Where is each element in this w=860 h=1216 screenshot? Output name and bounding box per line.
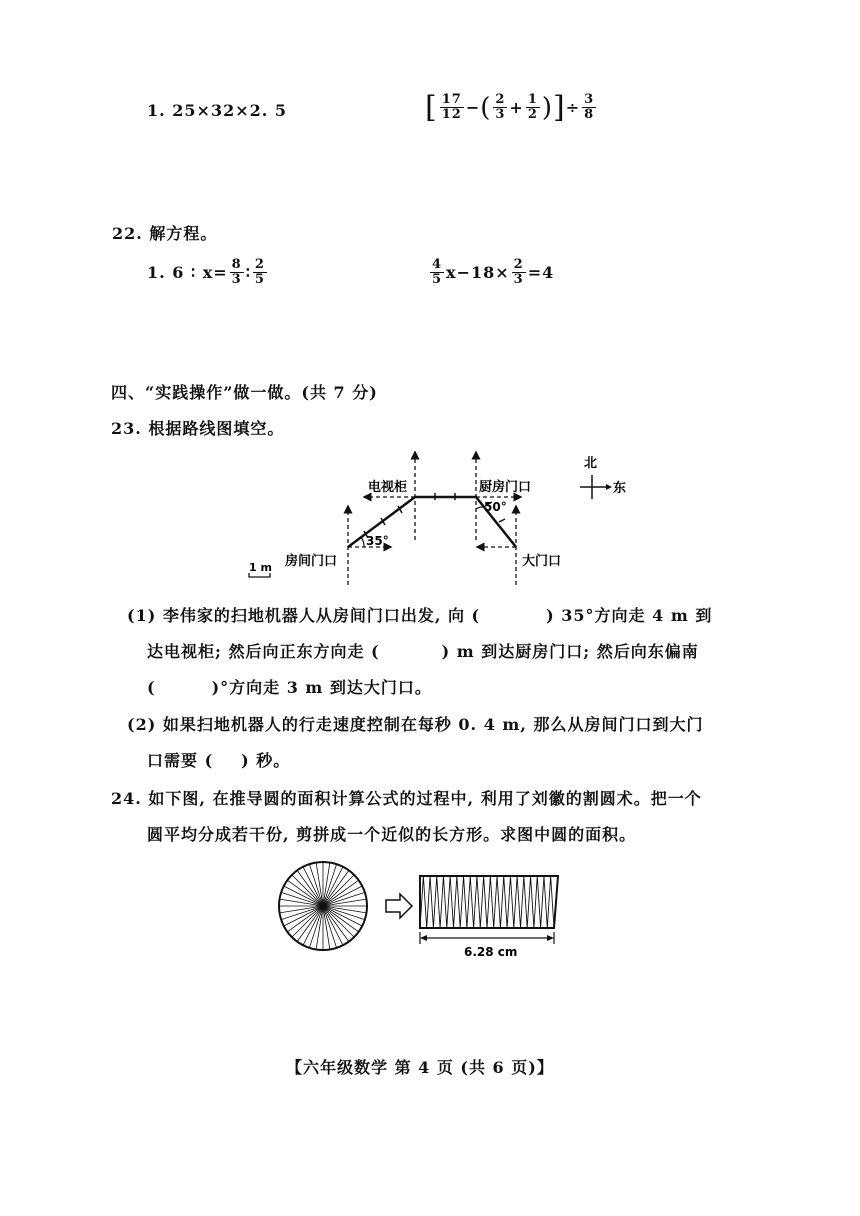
equation-2-middle: x−18× — [446, 263, 510, 282]
length-dimension — [420, 932, 554, 944]
fraction-8-3: $\frac{8}{3}$ — [231, 257, 242, 287]
circle-sector-line — [297, 870, 323, 906]
question-23-title: 23. 根据路线图填空。 — [111, 419, 285, 438]
route-map-diagram — [240, 445, 640, 590]
circle-sector-line — [323, 880, 359, 906]
label-kitchen-door: 厨房门口 — [479, 480, 532, 495]
equation-1-lead: 1. 6 ∶ x= — [147, 263, 228, 282]
compass-rose — [580, 475, 606, 499]
dim-arrow-right-icon — [547, 935, 554, 941]
bracket-close: ] — [553, 90, 566, 125]
label-scale: 1 m — [249, 561, 272, 574]
divided-circle — [279, 862, 367, 950]
equation-1 — [147, 258, 269, 287]
circle-sector-line — [287, 906, 323, 932]
fraction-1-2: $\frac{1}{2}$ — [527, 92, 538, 122]
label-main-gate: 大门口 — [522, 554, 562, 569]
angle-arc-35 — [361, 537, 364, 547]
equation-2-tail: =4 — [527, 263, 555, 282]
circle-to-rectangle-figure — [270, 858, 570, 963]
fraction-2-3: $\frac{2}{3}$ — [495, 92, 506, 122]
dim-arrow-left-icon — [420, 935, 427, 941]
label-north: 北 — [584, 456, 598, 471]
fraction-4-5: $\frac{4}{5}$ — [432, 257, 443, 287]
q23-part2-line1: (2) 如果扫地机器人的行走速度控制在每秒 0. 4 m, 那么从房间门口到大门 — [127, 715, 704, 734]
plus-sign: + — [509, 98, 524, 117]
circle-sector-line — [323, 906, 349, 942]
question-24-line1: 24. 如下图, 在推导圆的面积计算公式的过程中, 利用了刘徽的割圆术。把一个 — [111, 789, 702, 808]
east-arrow-icon — [606, 484, 612, 490]
page-footer: 【六年级数学 第 4 页 (共 6 页)】 — [286, 1058, 554, 1077]
label-length: 6.28 cm — [464, 945, 518, 959]
paren-close: ) — [541, 92, 554, 123]
fraction-2-3-b: $\frac{2}{3}$ — [513, 257, 524, 287]
circle-sector-line — [297, 906, 323, 942]
right-arrow-icon — [386, 894, 412, 918]
fraction-17-12: $\frac{17}{12}$ — [441, 92, 462, 122]
label-tv-cabinet: 电视柜 — [368, 480, 408, 495]
section-4-title: 四、“实践操作”做一做。(共 7 分) — [111, 383, 378, 402]
label-room-door: 房间门口 — [285, 554, 338, 569]
rectangle-zigzag — [420, 876, 554, 928]
angle-arc-50 — [476, 507, 484, 509]
equation-2 — [428, 258, 554, 287]
label-angle-35: 35° — [366, 534, 389, 548]
fraction-3-8: $\frac{3}{8}$ — [584, 92, 595, 122]
q23-part1-line3: ( )°方向走 3 m 到达大门口。 — [147, 678, 432, 697]
approx-rectangle — [420, 876, 558, 928]
minus-sign: − — [465, 98, 481, 117]
calc-expression-2 — [425, 90, 598, 125]
fraction-2-5: $\frac{2}{5}$ — [254, 257, 265, 287]
circle-sector-line — [323, 906, 359, 932]
q23-part1-line2: 达电视柜; 然后向正东方向走 ( ) m 到达厨房门口; 然后向东偏南 — [147, 642, 699, 661]
circle-sector-line — [323, 870, 349, 906]
paren-open: ( — [480, 92, 492, 123]
ratio-colon: ∶ — [245, 263, 251, 282]
label-angle-50: 50° — [484, 500, 507, 514]
label-east: 东 — [613, 481, 627, 496]
q23-part2-line2: 口需要 ( ) 秒。 — [147, 751, 291, 770]
bracket-open: [ — [425, 90, 438, 125]
calc-expression-1: 1. 25×32×2. 5 — [147, 101, 288, 120]
question-24-line2: 圆平均分成若干份, 剪拼成一个近似的长方形。求图中圆的面积。 — [147, 825, 637, 844]
divide-sign: ÷ — [565, 98, 581, 117]
circle-sector-line — [287, 880, 323, 906]
q23-part1-line1: (1) 李伟家的扫地机器人从房间门口出发, 向 ( ) 35°方向走 4 m 到 — [127, 606, 713, 625]
question-22-title: 22. 解方程。 — [112, 224, 218, 243]
